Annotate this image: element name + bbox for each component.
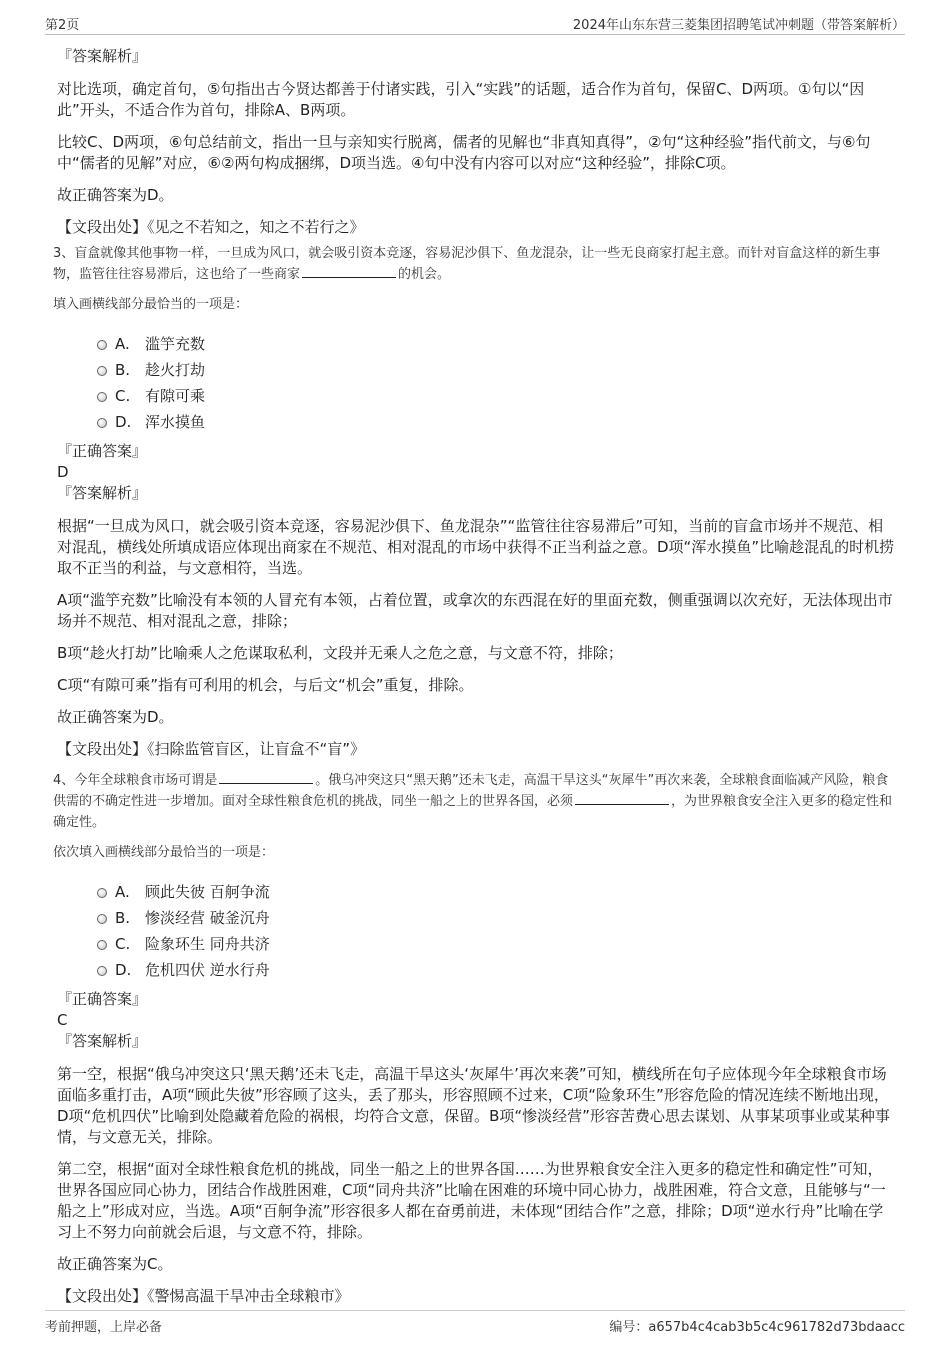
option-a[interactable]: A. 顾此失彼 百舸争流 [57, 879, 895, 905]
analysis-paragraph: 第一空，根据“俄乌冲突这只‘黑天鹅’还未飞走，高温干旱这头‘灰犀牛’再次来袭”可知，横线所在句子应体现今年全球粮食市场面临多重打击，A项“顾此失彼”形容顾了这头，丢了那头，形容照顾不过来，C项“险象环生”形容危险的情况连续不断地出现，D项“危机四伏”比喻到处隐藏着危险的祸根，均符合文意，保留。B项“惨淡经营”形容苦费心思去谋划、从事某项事业或某种事情，与文意无关，排除。 [57, 1065, 890, 1146]
options-list [57, 331, 895, 435]
document-title: 2024年山东东营三菱集团招聘笔试冲刺题（带答案解析） [572, 18, 905, 33]
analysis-paragraph: 比较C、D两项，⑥句总结前文，指出一旦与亲知实行脱离，儒者的见解也“非真知真得”，②句“这种经验”指代前文，与⑥句中“儒者的见解”对应，⑥②两句构成捆绑，D项当选。④句中没有内容可以对应“这种经验”，排除C项。 [57, 133, 871, 172]
radio-button-icon[interactable] [97, 418, 107, 428]
analysis-paragraph: 故正确答案为C。 [57, 1255, 173, 1273]
radio-button-icon[interactable] [97, 888, 107, 898]
question-text: 3、盲盒就像其他事物一样，一旦成为风口，就会吸引资本竞逐，容易泥沙俱下、鱼龙混杂，让一些无良商家打起主意。而针对盲盒这样的新生事物，监管往往容易滞后，这也给了一些商家 的机会。 [53, 246, 881, 282]
analysis-paragraph: B项“趁火打劫”比喻乘人之危谋取私利，文段并无乘人之危之意，与文意不符，排除； [57, 644, 623, 662]
page-content [53, 44, 895, 1307]
option-d[interactable]: D. 危机四伏 逆水行舟 [57, 957, 895, 983]
correct-answer-label: 『正确答案』 [57, 990, 148, 1008]
source-citation: 【文段出处】《警惕高温干旱冲击全球粮市》 [57, 1287, 350, 1305]
analysis-paragraph: 故正确答案为D。 [57, 186, 174, 204]
correct-answer: D [57, 463, 69, 481]
analysis-paragraph: 第二空，根据“面对全球性粮食危机的挑战，同坐一船之上的世界各国……为世界粮食安全注入更多的稳定性和确定性”可知，世界各国应同心协力，团结合作战胜困难，C项“同舟共济”比喻在困难的环境中同心协力，战胜困难，符合文意，且能够与“一船之上”形成对应，当选。A项“百舸争流”形容很多人都在奋勇前进，未体现“团结合作”之意，排除；D项“逆水行舟”比喻在学习上不努力向前就会后退，与文意不符，排除。 [57, 1160, 886, 1241]
analysis-paragraph: C项“有隙可乘”指有可利用的机会，与后文“机会”重复，排除。 [57, 676, 474, 694]
radio-button-icon[interactable] [97, 340, 107, 350]
analysis-paragraph: A项“滥竽充数”比喻没有本领的人冒充有本领，占着位置，或拿次的东西混在好的里面充数，侧重强调以次充好，无法体现出市场并不规范、相对混乱之意，排除； [57, 591, 893, 630]
question-4 [53, 770, 895, 863]
option-c[interactable]: C. 有隙可乘 [57, 383, 895, 409]
correct-answer-label: 『正确答案』 [57, 442, 148, 460]
document-code: 编号：a657b4c4cab3b5c4c961782d73bdaacc [609, 1320, 905, 1335]
answer-blank [575, 792, 669, 805]
radio-button-icon[interactable] [97, 366, 107, 376]
analysis-label: 『答案解析』 [57, 1032, 148, 1050]
radio-button-icon[interactable] [97, 966, 107, 976]
radio-button-icon[interactable] [97, 914, 107, 924]
page-number: 第2页 [45, 18, 80, 33]
question-instruction: 填入画横线部分最恰当的一项是： [53, 297, 249, 312]
option-a[interactable]: A. 滥竽充数 [57, 331, 895, 357]
radio-button-icon[interactable] [97, 392, 107, 402]
analysis-paragraph: 对比选项，确定首句，⑤句指出古今贤达都善于付诸实践，引入“实践”的话题，适合作为首句，保留C、D两项。①句以“因此”开头，不适合作为首句，排除A、B两项。 [57, 80, 865, 119]
question-text: 4、今年全球粮食市场可谓是 。俄乌冲突这只“黑天鹅”还未飞走，高温干旱这头“灰犀牛”再次来袭，全球粮食面临减产风险，粮食供需的不确定性进一步增加。面对全球性粮食危机的挑战，同坐一船之上的世界各国，必须 ，为世界粮食安全注入更多的稳定性和确定性。 [53, 773, 893, 830]
option-c[interactable]: C. 险象环生 同舟共济 [57, 931, 895, 957]
question-instruction: 依次填入画横线部分最恰当的一项是： [53, 845, 275, 860]
options-list [57, 879, 895, 983]
footer-slogan: 考前押题，上岸必备 [45, 1320, 163, 1335]
source-citation: 【文段出处】《见之不若知之，知之不若行之》 [57, 218, 365, 236]
correct-answer: C [57, 1011, 68, 1029]
page-header [45, 12, 905, 35]
source-citation: 【文段出处】《扫除监管盲区，让盲盒不“盲”》 [57, 740, 366, 758]
page-footer [45, 1310, 905, 1337]
analysis-paragraph: 故正确答案为D。 [57, 708, 174, 726]
analysis-label: 『答案解析』 [57, 47, 148, 65]
radio-button-icon[interactable] [97, 940, 107, 950]
option-d[interactable]: D. 浑水摸鱼 [57, 409, 895, 435]
option-b[interactable]: B. 惨淡经营 破釜沉舟 [57, 905, 895, 931]
analysis-paragraph: 根据“一旦成为风口，就会吸引资本竞逐，容易泥沙俱下、鱼龙混杂”“监管往往容易滞后”可知，当前的盲盒市场并不规范、相对混乱，横线处所填成语应体现出商家在不规范、相对混乱的市场中获得不正当利益之意。D项“浑水摸鱼”比喻趁混乱的时机捞取不正当的利益，与文意相符，当选。 [57, 517, 895, 577]
answer-blank [302, 265, 396, 278]
analysis-label: 『答案解析』 [57, 484, 148, 502]
question-3 [53, 243, 895, 315]
answer-blank [219, 771, 313, 784]
option-b[interactable]: B. 趁火打劫 [57, 357, 895, 383]
